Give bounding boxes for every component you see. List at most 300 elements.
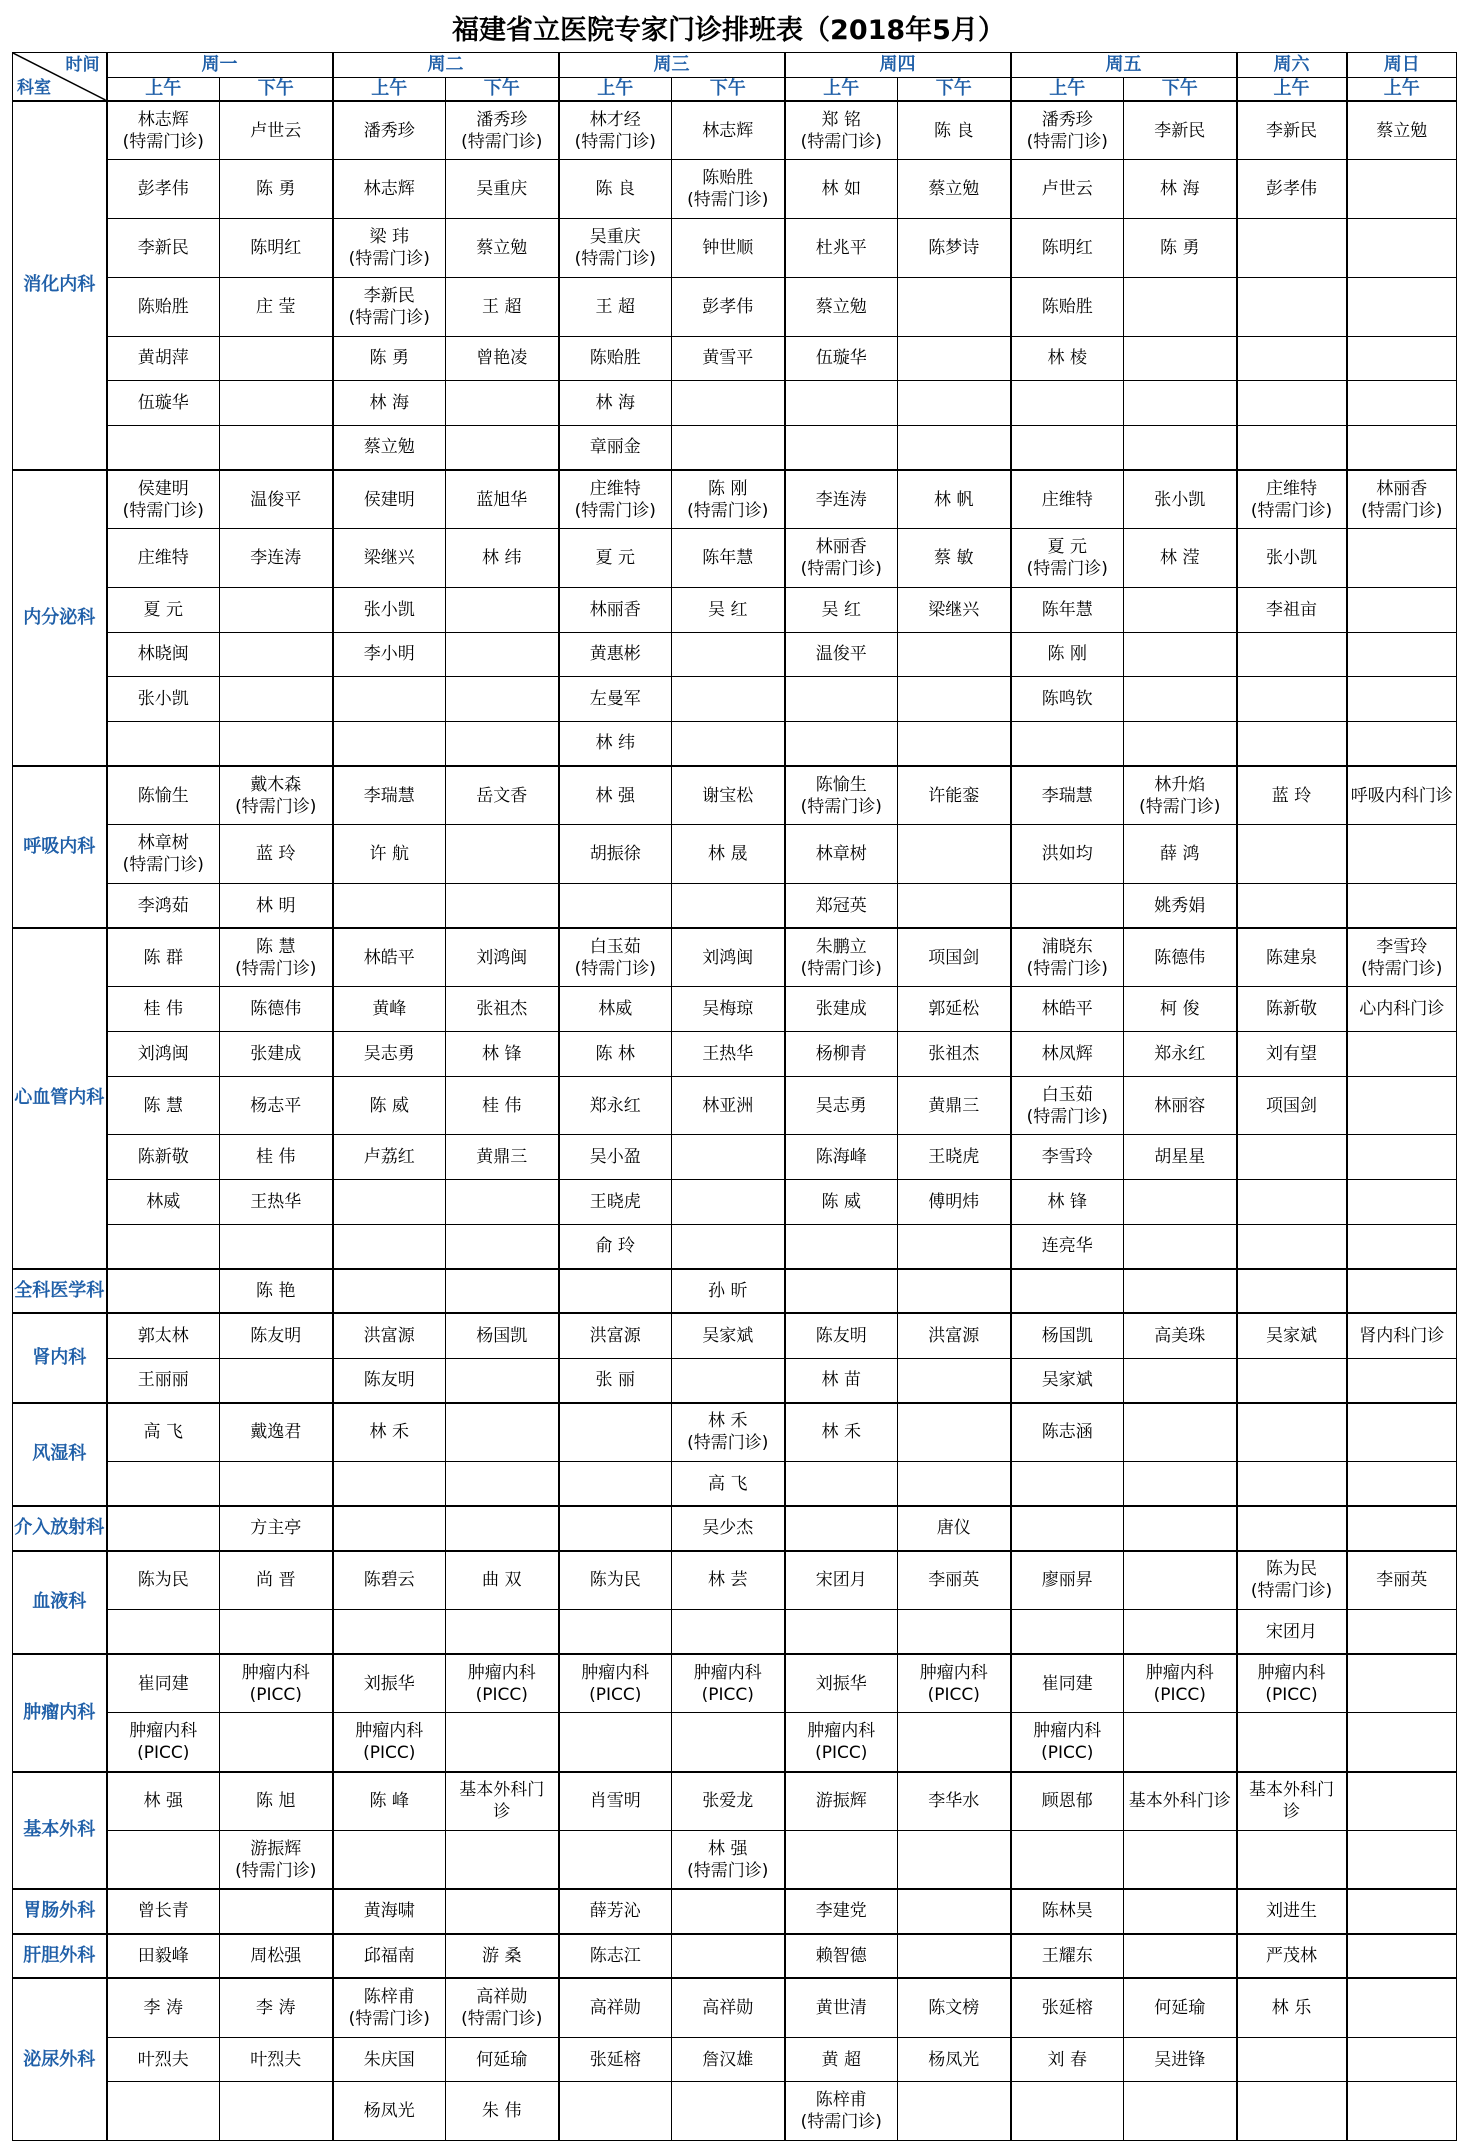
doctor-name: 基本外科门 bbox=[1249, 1780, 1334, 1801]
schedule-cell bbox=[785, 470, 898, 529]
schedule-cell bbox=[220, 381, 333, 426]
doctor-name: 林 强 bbox=[595, 785, 635, 806]
doctor-name: 肿瘤内科 bbox=[241, 1662, 310, 1683]
doctor-name: 唐仪 bbox=[936, 1518, 971, 1539]
schedule-cell bbox=[1011, 1551, 1124, 1610]
doctor-name: 林威 bbox=[598, 999, 633, 1020]
schedule-cell bbox=[672, 1032, 785, 1077]
doctor-name: 陈 勇 bbox=[1160, 237, 1200, 258]
schedule-cell bbox=[898, 1934, 1011, 1979]
schedule-cell bbox=[1124, 1830, 1237, 1889]
doctor-name: 何延瑜 bbox=[476, 2049, 528, 2070]
doctor-name: 张小凯 bbox=[363, 599, 415, 620]
half-day-header: 下午 bbox=[672, 78, 785, 102]
schedule-cell bbox=[785, 1830, 898, 1889]
schedule-cell bbox=[1237, 470, 1347, 529]
doctor-name: 陈 良 bbox=[595, 179, 635, 200]
schedule-cell bbox=[559, 825, 672, 884]
schedule-cell bbox=[672, 1772, 785, 1831]
department-name: 胃肠外科 bbox=[13, 1889, 107, 1934]
table-row bbox=[13, 529, 1457, 588]
schedule-cell bbox=[1237, 1269, 1347, 1314]
doctor-name: 陈 勇 bbox=[369, 348, 409, 369]
doctor-name: 张祖杰 bbox=[476, 999, 528, 1020]
doctor-name: 林凤辉 bbox=[1041, 1043, 1093, 1064]
half-day-header: 上午 bbox=[785, 78, 898, 102]
doctor-name: 林 锋 bbox=[482, 1043, 522, 1064]
schedule-cell bbox=[898, 721, 1011, 766]
schedule-cell bbox=[1011, 1076, 1124, 1135]
doctor-name: 李鸿茹 bbox=[137, 895, 189, 916]
schedule-cell bbox=[1347, 1830, 1457, 1889]
schedule-cell bbox=[220, 160, 333, 219]
schedule-cell bbox=[559, 1032, 672, 1077]
schedule-cell bbox=[785, 2037, 898, 2082]
schedule-cell bbox=[785, 277, 898, 336]
schedule-cell bbox=[333, 632, 446, 677]
doctor-name: 林丽香 bbox=[589, 599, 641, 620]
doctor-name: 陈新敬 bbox=[1266, 999, 1317, 1020]
schedule-cell bbox=[220, 721, 333, 766]
doctor-name: 李新民 bbox=[137, 237, 189, 258]
schedule-cell bbox=[672, 381, 785, 426]
schedule-cell bbox=[220, 928, 333, 987]
schedule-cell bbox=[107, 677, 220, 722]
schedule-cell bbox=[672, 470, 785, 529]
schedule-cell bbox=[446, 825, 559, 884]
doctor-name: 游 桑 bbox=[482, 1946, 522, 1967]
half-day-header: 下午 bbox=[446, 78, 559, 102]
doctor-name: 廖丽昇 bbox=[1041, 1570, 1093, 1591]
schedule-cell bbox=[333, 160, 446, 219]
schedule-cell bbox=[333, 928, 446, 987]
doctor-name: 林 强 bbox=[143, 1791, 183, 1812]
department-name: 肝胆外科 bbox=[13, 1934, 107, 1979]
schedule-cell bbox=[446, 1713, 559, 1772]
doctor-name: 王晓虎 bbox=[928, 1147, 980, 1168]
schedule-cell bbox=[446, 1978, 559, 2037]
department-name: 消化内科 bbox=[13, 101, 107, 470]
department-name: 肿瘤内科 bbox=[13, 1654, 107, 1772]
schedule-cell bbox=[107, 1610, 220, 1655]
schedule-cell bbox=[1347, 1506, 1457, 1551]
schedule-cell bbox=[672, 928, 785, 987]
doctor-name: 林 帆 bbox=[934, 489, 974, 510]
schedule-cell bbox=[333, 883, 446, 928]
schedule-cell bbox=[1011, 1403, 1124, 1462]
schedule-cell bbox=[559, 1403, 672, 1462]
schedule-cell bbox=[898, 1032, 1011, 1077]
department-name: 全科医学科 bbox=[13, 1269, 107, 1314]
schedule-cell bbox=[898, 1180, 1011, 1225]
doctor-name: 庄维特 bbox=[1266, 478, 1317, 499]
day-header: 周二 bbox=[333, 53, 559, 78]
schedule-cell bbox=[1237, 1830, 1347, 1889]
schedule-cell bbox=[1347, 1772, 1457, 1831]
schedule-cell bbox=[333, 1506, 446, 1551]
schedule-cell bbox=[898, 1610, 1011, 1655]
doctor-name: 吴梅琼 bbox=[702, 999, 754, 1020]
schedule-cell bbox=[1011, 470, 1124, 529]
doctor-name: 肿瘤内科 bbox=[1033, 1721, 1102, 1742]
schedule-cell bbox=[559, 219, 672, 278]
schedule-cell bbox=[333, 1180, 446, 1225]
schedule-cell bbox=[1011, 928, 1124, 987]
doctor-name: 李雪玲 bbox=[1041, 1147, 1093, 1168]
doctor-name: 吴重庆 bbox=[589, 226, 641, 247]
schedule-cell bbox=[559, 1934, 672, 1979]
schedule-cell bbox=[559, 987, 672, 1032]
schedule-cell bbox=[785, 1313, 898, 1358]
schedule-cell bbox=[1124, 470, 1237, 529]
schedule-cell bbox=[1237, 1462, 1347, 1507]
clinic-note: (特需门诊) bbox=[1361, 958, 1443, 979]
schedule-cell bbox=[1237, 721, 1347, 766]
table-row bbox=[13, 1551, 1457, 1610]
doctor-name: 温俊平 bbox=[250, 489, 302, 510]
schedule-cell bbox=[559, 381, 672, 426]
schedule-cell bbox=[446, 1610, 559, 1655]
schedule-cell bbox=[785, 1551, 898, 1610]
schedule-cell bbox=[1237, 2037, 1347, 2082]
table-row bbox=[13, 1313, 1457, 1358]
schedule-cell bbox=[446, 2037, 559, 2082]
schedule-cell bbox=[559, 721, 672, 766]
doctor-name: 张延榕 bbox=[1041, 1998, 1093, 2019]
schedule-cell bbox=[672, 1506, 785, 1551]
schedule-cell bbox=[672, 529, 785, 588]
schedule-cell bbox=[1237, 381, 1347, 426]
doctor-name: 李瑞慧 bbox=[363, 785, 415, 806]
clinic-note: (特需门诊) bbox=[235, 796, 317, 817]
schedule-cell bbox=[1011, 1772, 1124, 1831]
doctor-name: 李连涛 bbox=[250, 548, 302, 569]
doctor-name: 游振辉 bbox=[815, 1791, 867, 1812]
schedule-cell bbox=[672, 1610, 785, 1655]
table-row bbox=[13, 1506, 1457, 1551]
schedule-cell bbox=[898, 1551, 1011, 1610]
doctor-name: 蔡立勉 bbox=[1376, 120, 1428, 141]
doctor-name: 蔡立勉 bbox=[476, 237, 528, 258]
doctor-name: 高美珠 bbox=[1154, 1326, 1206, 1347]
doctor-name: 陈 威 bbox=[821, 1191, 861, 1212]
schedule-cell bbox=[107, 336, 220, 381]
doctor-name: 张建成 bbox=[250, 1043, 302, 1064]
schedule-cell bbox=[898, 1713, 1011, 1772]
schedule-cell bbox=[898, 1358, 1011, 1403]
schedule-cell bbox=[898, 2037, 1011, 2082]
doctor-name: 周松强 bbox=[250, 1946, 302, 1967]
schedule-cell bbox=[107, 101, 220, 160]
doctor-name: 夏 元 bbox=[595, 548, 635, 569]
doctor-name: 赖智德 bbox=[815, 1946, 867, 1967]
doctor-name: 浦晓东 bbox=[1041, 936, 1093, 957]
clinic-note: (特需门诊) bbox=[1250, 1581, 1333, 1602]
schedule-cell bbox=[107, 219, 220, 278]
clinic-note: (特需门诊) bbox=[1026, 958, 1108, 979]
doctor-name: 陈为民 bbox=[589, 1570, 641, 1591]
schedule-cell bbox=[672, 101, 785, 160]
clinic-note: (PICC) bbox=[589, 1684, 642, 1705]
day-header: 周五 bbox=[1011, 53, 1237, 78]
schedule-cell bbox=[333, 219, 446, 278]
schedule-cell bbox=[672, 825, 785, 884]
schedule-cell bbox=[559, 587, 672, 632]
schedule-cell bbox=[559, 1772, 672, 1831]
schedule-cell bbox=[107, 2037, 220, 2082]
doctor-name: 林 芸 bbox=[708, 1570, 748, 1591]
doctor-name: 潘秀珍 bbox=[363, 120, 415, 141]
doctor-name: 陈 艳 bbox=[256, 1281, 296, 1302]
schedule-cell bbox=[785, 381, 898, 426]
doctor-name: 梁继兴 bbox=[928, 599, 980, 620]
schedule-cell bbox=[1011, 1358, 1124, 1403]
doctor-name: 林 海 bbox=[595, 392, 635, 413]
schedule-cell bbox=[333, 101, 446, 160]
doctor-name: 林 海 bbox=[369, 392, 409, 413]
schedule-cell bbox=[220, 425, 333, 470]
schedule-cell bbox=[1347, 1180, 1457, 1225]
day-header: 周六 bbox=[1237, 53, 1347, 78]
clinic-note: (特需门诊) bbox=[235, 958, 317, 979]
schedule-cell bbox=[785, 1978, 898, 2037]
table-row bbox=[13, 721, 1457, 766]
schedule-cell bbox=[1011, 425, 1124, 470]
schedule-cell bbox=[1347, 587, 1457, 632]
schedule-cell bbox=[333, 825, 446, 884]
schedule-cell bbox=[898, 529, 1011, 588]
doctor-name: 林 禾 bbox=[821, 1422, 861, 1443]
schedule-cell bbox=[898, 928, 1011, 987]
doctor-name: 庄维特 bbox=[1041, 489, 1093, 510]
schedule-cell bbox=[1347, 1934, 1457, 1979]
doctor-name: 心内科门诊 bbox=[1359, 999, 1445, 1020]
schedule-cell bbox=[1347, 987, 1457, 1032]
department-name: 肾内科 bbox=[13, 1313, 107, 1402]
doctor-name: 吴志勇 bbox=[815, 1095, 867, 1116]
doctor-name: 肿瘤内科 bbox=[693, 1662, 762, 1683]
clinic-note: (特需门诊) bbox=[800, 2112, 882, 2133]
schedule-cell bbox=[333, 1772, 446, 1831]
doctor-name: 黄胡萍 bbox=[137, 348, 189, 369]
schedule-cell bbox=[898, 1889, 1011, 1934]
schedule-cell bbox=[1347, 101, 1457, 160]
table-row bbox=[13, 277, 1457, 336]
clinic-note: (特需门诊) bbox=[122, 131, 204, 152]
schedule-cell bbox=[1011, 1135, 1124, 1180]
schedule-cell bbox=[898, 277, 1011, 336]
doctor-name: 陈林昊 bbox=[1041, 1901, 1093, 1922]
schedule-cell bbox=[220, 766, 333, 825]
schedule-cell bbox=[107, 277, 220, 336]
schedule-cell bbox=[333, 1978, 446, 2037]
doctor-name: 林 如 bbox=[821, 179, 861, 200]
schedule-cell bbox=[785, 425, 898, 470]
schedule-cell bbox=[446, 1032, 559, 1077]
doctor-name: 蔡 敏 bbox=[934, 548, 974, 569]
schedule-cell bbox=[898, 825, 1011, 884]
schedule-cell bbox=[1347, 470, 1457, 529]
doctor-name: 吴进锋 bbox=[1154, 2049, 1206, 2070]
schedule-cell bbox=[446, 1551, 559, 1610]
doctor-name: 基本外科门 bbox=[459, 1780, 545, 1801]
schedule-cell bbox=[107, 1313, 220, 1358]
doctor-name: 陈海峰 bbox=[815, 1147, 867, 1168]
doctor-name: 傅明炜 bbox=[928, 1191, 980, 1212]
schedule-cell bbox=[1011, 1934, 1124, 1979]
department-name: 风湿科 bbox=[13, 1403, 107, 1506]
clinic-note: (PICC) bbox=[701, 1684, 754, 1705]
schedule-cell bbox=[559, 101, 672, 160]
doctor-name: 章丽金 bbox=[589, 437, 641, 458]
clinic-note: (PICC) bbox=[815, 1743, 868, 1764]
clinic-note: (特需门诊) bbox=[348, 2009, 430, 2030]
schedule-cell bbox=[898, 2082, 1011, 2141]
schedule-cell bbox=[220, 470, 333, 529]
schedule-cell bbox=[785, 2082, 898, 2141]
doctor-name: 曾艳凌 bbox=[476, 348, 528, 369]
doctor-name: 蓝 玲 bbox=[256, 844, 296, 865]
schedule-cell bbox=[107, 987, 220, 1032]
schedule-cell bbox=[107, 928, 220, 987]
schedule-cell bbox=[1011, 336, 1124, 381]
schedule-cell bbox=[446, 1506, 559, 1551]
schedule-cell bbox=[1237, 1224, 1347, 1269]
doctor-name: 蔡立勉 bbox=[928, 179, 980, 200]
schedule-cell bbox=[107, 1180, 220, 1225]
header-time-label: 时间 bbox=[65, 55, 100, 75]
schedule-cell bbox=[672, 425, 785, 470]
table-row bbox=[13, 1654, 1457, 1713]
clinic-note: (特需门诊) bbox=[800, 796, 882, 817]
half-day-header: 下午 bbox=[898, 78, 1011, 102]
doctor-name: 潘秀珍 bbox=[1041, 109, 1093, 130]
table-row bbox=[13, 1934, 1457, 1979]
doctor-name: 崔同建 bbox=[1041, 1673, 1093, 1694]
schedule-cell bbox=[559, 1654, 672, 1713]
doctor-name: 彭孝伟 bbox=[137, 179, 189, 200]
schedule-cell bbox=[1011, 1180, 1124, 1225]
doctor-name: 林丽香 bbox=[815, 537, 867, 558]
doctor-name: 刘鸿闽 bbox=[702, 947, 754, 968]
schedule-cell bbox=[1347, 928, 1457, 987]
schedule-cell bbox=[107, 1135, 220, 1180]
half-day-header: 上午 bbox=[333, 78, 446, 102]
doctor-name: 郭延松 bbox=[928, 999, 980, 1020]
schedule-cell bbox=[559, 1462, 672, 1507]
doctor-name: 肿瘤内科 bbox=[1145, 1662, 1214, 1683]
doctor-name: 桂 伟 bbox=[482, 1095, 522, 1116]
schedule-cell bbox=[898, 219, 1011, 278]
doctor-name: 刘振华 bbox=[815, 1673, 867, 1694]
schedule-cell bbox=[559, 160, 672, 219]
doctor-name: 陈 良 bbox=[934, 120, 974, 141]
schedule-cell bbox=[1237, 928, 1347, 987]
schedule-cell bbox=[785, 1934, 898, 1979]
doctor-name: 吴少杰 bbox=[702, 1518, 754, 1539]
table-row bbox=[13, 1978, 1457, 2037]
table-row bbox=[13, 381, 1457, 426]
doctor-name: 吴重庆 bbox=[476, 179, 528, 200]
schedule-cell bbox=[1237, 1313, 1347, 1358]
schedule-cell bbox=[446, 425, 559, 470]
schedule-cell bbox=[333, 1269, 446, 1314]
doctor-name: 高祥勋 bbox=[702, 1998, 754, 2019]
doctor-name: 何延瑜 bbox=[1154, 1998, 1206, 2019]
half-day-header: 下午 bbox=[220, 78, 333, 102]
schedule-cell bbox=[559, 677, 672, 722]
schedule-cell bbox=[446, 1462, 559, 1507]
schedule-cell bbox=[898, 1135, 1011, 1180]
schedule-cell bbox=[785, 101, 898, 160]
schedule-cell bbox=[785, 1076, 898, 1135]
schedule-cell bbox=[672, 587, 785, 632]
doctor-name: 杨柳青 bbox=[815, 1043, 867, 1064]
schedule-cell bbox=[785, 1462, 898, 1507]
table-row bbox=[13, 1772, 1457, 1831]
day-header: 周四 bbox=[785, 53, 1011, 78]
table-row bbox=[13, 1224, 1457, 1269]
schedule-cell bbox=[333, 1313, 446, 1358]
schedule-cell bbox=[1237, 825, 1347, 884]
doctor-name: 李雪玲 bbox=[1376, 936, 1428, 957]
clinic-note: (特需门诊) bbox=[348, 248, 430, 269]
schedule-cell bbox=[220, 987, 333, 1032]
doctor-name: 陈愉生 bbox=[815, 774, 867, 795]
table-row bbox=[13, 2082, 1457, 2141]
schedule-cell bbox=[1124, 1551, 1237, 1610]
doctor-name: 李 涛 bbox=[143, 1998, 183, 2019]
doctor-name: 李新民 bbox=[363, 285, 415, 306]
schedule-cell bbox=[1237, 632, 1347, 677]
clinic-note: (特需门诊) bbox=[1361, 500, 1443, 521]
schedule-cell bbox=[1237, 1551, 1347, 1610]
schedule-cell bbox=[559, 632, 672, 677]
schedule-cell bbox=[1011, 1610, 1124, 1655]
schedule-cell bbox=[220, 101, 333, 160]
doctor-name: 黄峰 bbox=[372, 999, 407, 1020]
doctor-name: 张延榕 bbox=[589, 2049, 641, 2070]
doctor-name: 卢荔红 bbox=[363, 1147, 415, 1168]
schedule-cell bbox=[1011, 1032, 1124, 1077]
schedule-cell bbox=[446, 1180, 559, 1225]
schedule-cell bbox=[898, 1313, 1011, 1358]
half-day-header: 上午 bbox=[107, 78, 220, 102]
schedule-cell bbox=[1347, 1610, 1457, 1655]
doctor-name: 项国剑 bbox=[1266, 1095, 1317, 1116]
schedule-cell bbox=[1237, 1654, 1347, 1713]
schedule-cell bbox=[1124, 425, 1237, 470]
schedule-cell bbox=[1011, 1462, 1124, 1507]
schedule-cell bbox=[672, 721, 785, 766]
schedule-cell bbox=[107, 1934, 220, 1979]
clinic-note: 诊 bbox=[1283, 1802, 1300, 1823]
schedule-cell bbox=[559, 1713, 672, 1772]
schedule-cell bbox=[1124, 1506, 1237, 1551]
doctor-name: 林丽香 bbox=[1376, 478, 1428, 499]
schedule-cell bbox=[220, 1358, 333, 1403]
schedule-cell bbox=[672, 2037, 785, 2082]
schedule-cell bbox=[672, 1180, 785, 1225]
clinic-note: (特需门诊) bbox=[574, 131, 656, 152]
schedule-cell bbox=[1237, 1934, 1347, 1979]
half-day-header: 上午 bbox=[1237, 78, 1347, 102]
schedule-cell bbox=[446, 883, 559, 928]
schedule-cell bbox=[220, 1978, 333, 2037]
schedule-cell bbox=[1011, 766, 1124, 825]
table-row bbox=[13, 1076, 1457, 1135]
schedule-cell bbox=[333, 381, 446, 426]
